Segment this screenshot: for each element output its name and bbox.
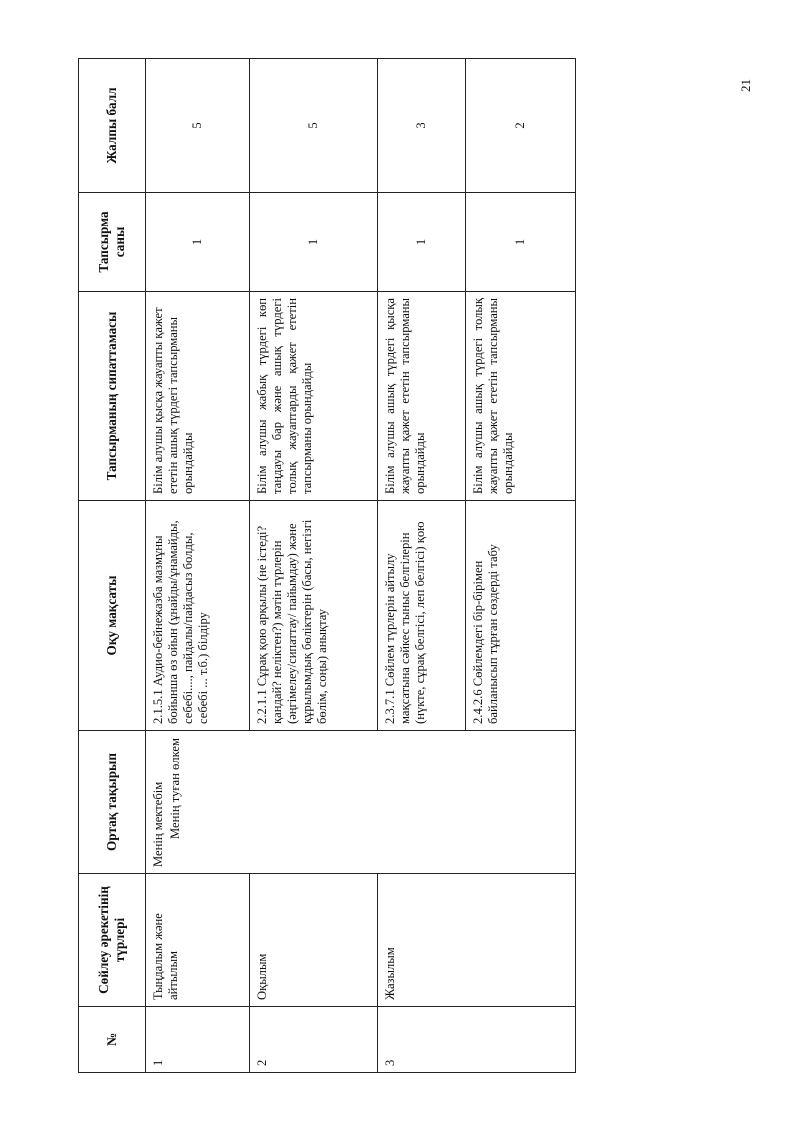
header-total-score: Жалпы балл: [79, 59, 146, 193]
header-speech-activity-types: Сөйлеу әрекетінің түрлері: [79, 874, 146, 1007]
total-score: 3: [378, 59, 466, 193]
header-learning-objective: Оқу мақсаты: [79, 501, 146, 731]
learning-objective: 2.4.2.6 Сөйлемдегі бір-бірімен байланысып тұрған сөздерді табу: [466, 501, 576, 731]
learning-objective: 2.3.7.1 Сөйлем түрлерін айтылу мақсатына сәйкес тыныс белгілерін (нүкте, сұрақ белгісі, леп белгісі) қою: [378, 501, 466, 731]
table-row: [250, 59, 378, 1073]
common-topic-cell: [146, 731, 576, 874]
learning-objective: 2.2.1.1 Сұрақ қою арқылы (не істеді? қандай? неліктен?) мәтін түрлерін (әңгімелеу/сипаттау/ пайымдау) және құрылымдық бөліктерін (басы, негізгі бөлім, соңы) анықтау: [250, 501, 378, 731]
speech-activity-type: Жазылым: [378, 874, 576, 1007]
task-description: Білім алушы ашық түрдегі толық жауапты қажет ететін тапсырманы орындайды: [466, 292, 576, 501]
topic-item: Менің туған өлкем: [168, 738, 182, 839]
task-description: Білім алушы ашық түрдегі қысқа жауапты қажет ететін тапсырманы орындайды: [378, 292, 466, 501]
header-task-description: Тапсырманың сипаттамасы: [79, 292, 146, 501]
task-count: 1: [466, 193, 576, 292]
header-common-topic: Ортақ тақырып: [79, 731, 146, 874]
page-number: 21: [738, 79, 753, 93]
row-number: 2: [250, 1007, 378, 1073]
speech-activity-type: Оқылым: [250, 874, 378, 1007]
task-description: Білім алушы қысқа жауапты қажет ететін ашық түрдегі тапсырманы орындайды: [146, 292, 250, 501]
row-number: 1: [146, 1007, 250, 1073]
total-score: 2: [466, 59, 576, 193]
task-count: 1: [250, 193, 378, 292]
topic-item: Менің мектебім: [151, 781, 165, 867]
total-score: 5: [146, 59, 250, 193]
header-num: №: [79, 1007, 146, 1073]
table-row: [378, 59, 466, 1073]
total-score: 5: [250, 59, 378, 193]
header-task-count: Тапсырма саны: [79, 193, 146, 292]
table-row: [146, 59, 250, 1073]
learning-objective: 2.1.5.1 Аудио-бейнежазба мазмұны бойынша өз ойын (ұнайды/ұнамайды, себебі...., пайдалы/пайдасыз болды, себебі ... т.б.) білдіру: [146, 501, 250, 731]
assessment-table: [78, 58, 576, 1073]
row-number: 3: [378, 1007, 576, 1073]
speech-activity-type: Тыңдалым және айтылым: [146, 874, 250, 1007]
task-count: 1: [378, 193, 466, 292]
task-count: 1: [146, 193, 250, 292]
table-header-row: [79, 59, 146, 1073]
task-description: Білім алушы жабық түрдегі көп таңдауы бар және ашық түрдегі толық жауаптарды қажет ететін тапсырманы орындайды: [250, 292, 378, 501]
rotated-table-container: [78, 59, 565, 1073]
